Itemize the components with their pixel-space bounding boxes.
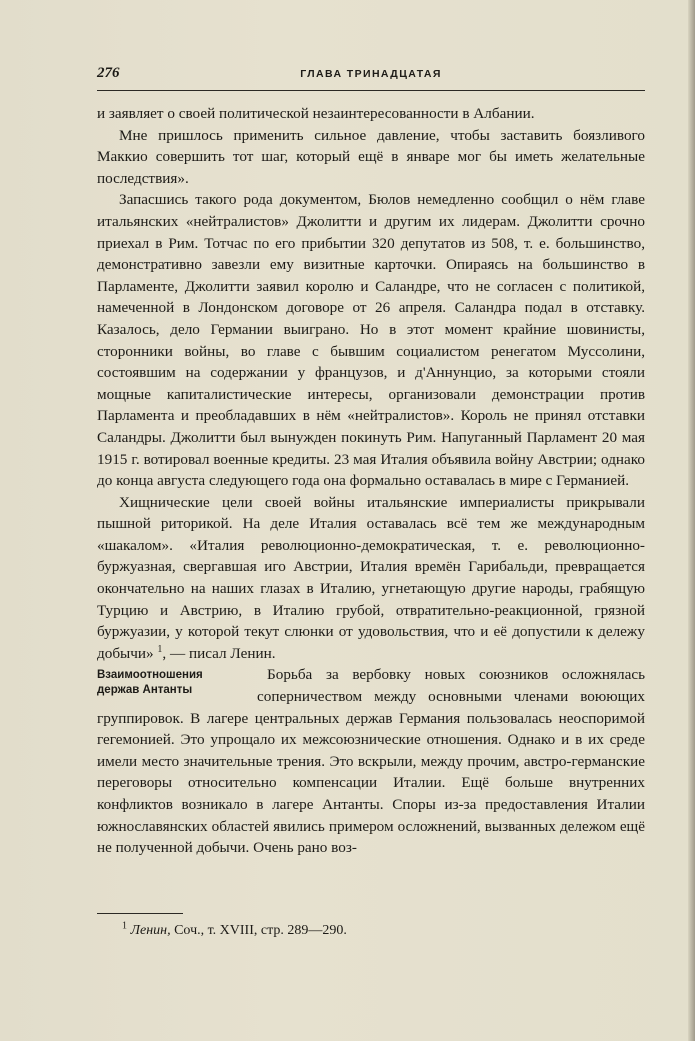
footnote-author: Ленин, (130, 923, 171, 938)
paragraph-bulow: Запасшись такого рода документом, Бюлов немедленно сообщил о нём главе итальянских «нейтралистов» Джолитти и другим их лидерам. Джолитти срочно приехал в Рим. Тотчас по его прибытии 320 депутатов из 508, т. е. большинство, демонстративно завезли ему визитные карточки. Опираясь на большинство в Парламенте, Джолитти заявил королю и Саландре, что не согласен с политикой, намеченной в Лондонском договоре от 26 апреля. Саландра подал в отставку. Казалось, дело Германии выиграно. Но в этот момент крайние шовинисты, сторонники войны, во главе с бывшим социалистом ренегатом Муссолини, состоявшим на содержании у французов, и д'Аннунцио, за которыми стояли мощные капиталистические интересы, организовали демонстрации против Парламента и преобладавших в нём «нейтралистов». Король не принял отставки Саландры. Джолитти был вынужден покинуть Рим. Напуганный Парламент 20 мая 1915 г. вотировал военные кредиты. 23 мая Италия объявила войну Австрии; однако до конца августа следующего года она формально оставалась в мире с Германией. (97, 191, 645, 490)
side-heading-line-2: держав Антанты (97, 684, 193, 697)
footnote-rule (97, 913, 183, 914)
paragraph-lenin-quote (97, 492, 645, 665)
section-entente (97, 664, 645, 858)
footnote-marker: 1 (122, 920, 127, 932)
footnote (122, 920, 347, 939)
header-rule (97, 90, 645, 91)
side-heading (97, 668, 249, 698)
paragraph-continuation: и заявляет о своей политической незаинтересованности в Албании. (97, 105, 535, 122)
paragraph-entente-text: Борьба за вербовку новых союзников осложнялась соперничеством между основными членами воюющих группировок. В лагере центральных держав Германия пользовалась неоспоримой гегемонией. Это упрощало их межсоюзнические отношения. Однако и в их среде имели место значительные трения. Это вскрыли, между прочим, австро-германские переговоры относительно компенсации Италии. Ещё больше внутренних конфликтов возникало в лагере Антанты. Споры из-за предоставления Италии южнославянских областей явились примером осложнений, вызванных дележом ещё не полученной добычи. Очень рано воз- (97, 666, 645, 857)
paragraph-quote-end: Мне пришлось применить сильное давление, чтобы заставить боязливого Маккио совершить тот шаг, который ещё в январе мог бы иметь желательные последствия». (97, 126, 645, 187)
running-title: ГЛАВА ТРИНАДЦАТАЯ (300, 68, 442, 80)
footnote-reference[interactable]: 1 (157, 643, 163, 655)
footnote-citation: Соч., т. XVIII, стр. 289—290. (174, 923, 347, 938)
lenin-quote-tail: , — писал Ленин. (162, 644, 276, 662)
lenin-quote-text: Хищнические цели своей войны итальянские империалисты прикрывали пышной риторикой. На деле Италия оставалась всё тем же международным «шакалом». «Италия революционно-демократическая, т. е. революционно-буржуазная, свергавшая иго Австрии, Италия времён Гарибальди, превращается окончательно на наших глазах в Италию, угнетающую другие народы, грабящую Турцию и Австрию, в Италию грубой, отвратительно-реакционной, грязной буржуазии, у которой текут слюнки от удовольствия, что и её допустили к дележу добычи» (97, 493, 645, 662)
page-edge-shadow (688, 0, 695, 1041)
body-text (97, 103, 645, 859)
side-heading-line-1: Взаимоотношения (97, 669, 203, 682)
page-number: 276 (97, 65, 120, 81)
page-header (97, 65, 645, 89)
